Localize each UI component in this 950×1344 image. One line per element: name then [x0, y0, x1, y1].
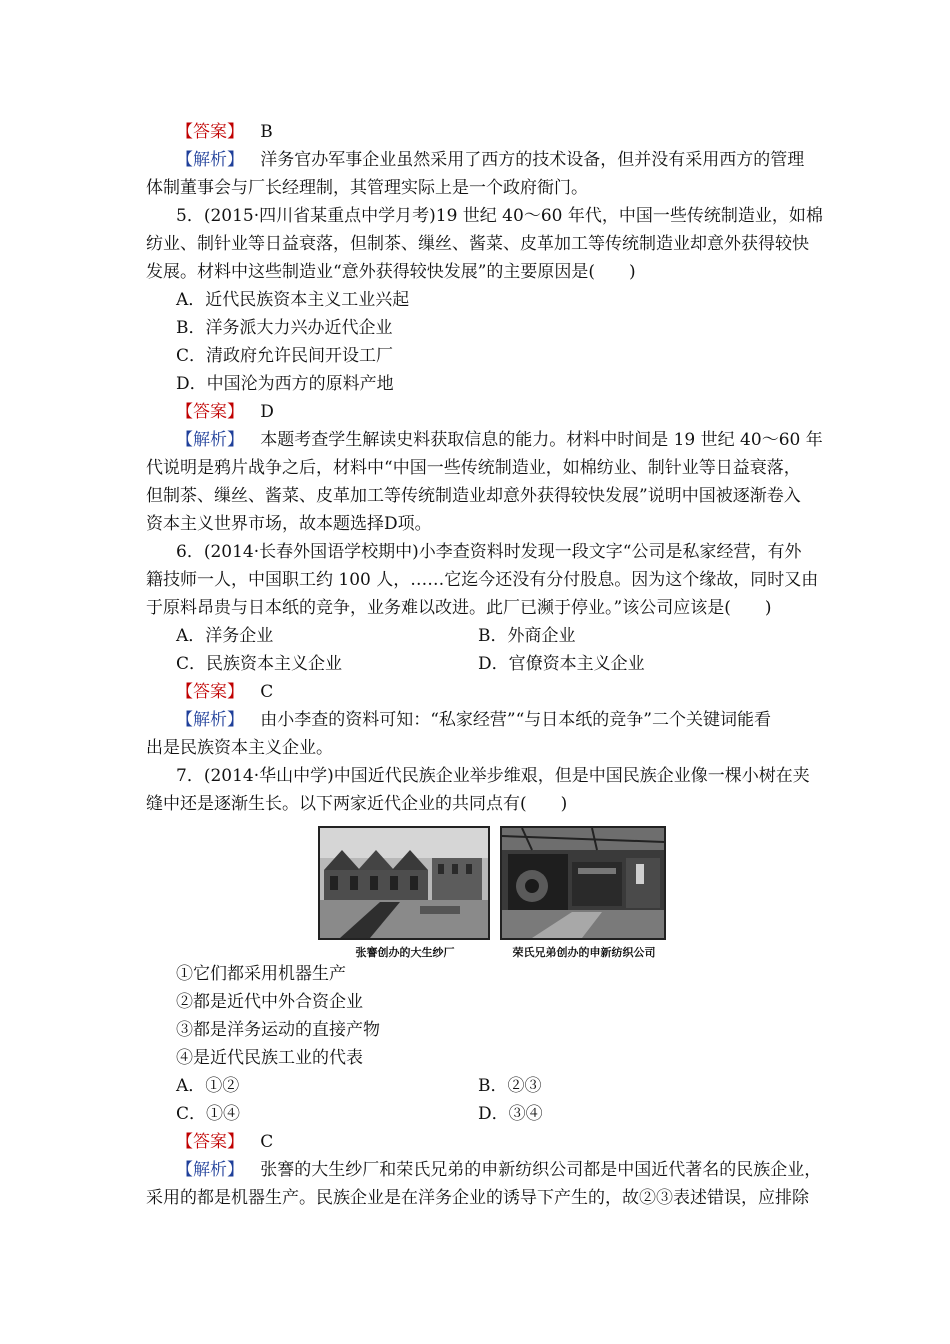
options-row — [176, 1072, 776, 1100]
option-b: B．外商企业 — [478, 626, 576, 646]
option-b: B．②③ — [478, 1076, 542, 1096]
answer-tag: 【答案】 — [176, 682, 244, 702]
analysis-text: 张謇的大生纱厂和荣氏兄弟的申新纺织公司都是中国近代著名的民族企业， — [260, 1160, 822, 1180]
answer-line — [176, 398, 274, 426]
option-a: A．洋务企业 — [176, 626, 274, 646]
option-d: D．③④ — [478, 1104, 543, 1124]
analysis-line — [176, 706, 771, 734]
statement-3: ③都是洋务运动的直接产物 — [176, 1020, 380, 1040]
analysis-text: 出是民族资本主义企业。 — [146, 738, 333, 758]
answer-tag: 【答案】 — [176, 402, 244, 422]
option-a: A．近代民族资本主义工业兴起 — [176, 290, 410, 310]
statement-1: ①它们都采用机器生产 — [176, 964, 346, 984]
analysis-text: 资本主义世界市场，故本题选择D项。 — [146, 514, 432, 534]
analysis-text: 洋务官办军事企业虽然采用了西方的技术设备，但并没有采用西方的管理 — [260, 150, 805, 170]
option-d: D．中国沦为西方的原料产地 — [176, 374, 394, 394]
question-6-stem: 于原料昂贵与日本纸的竞争，业务难以改进。此厂已濒于停业。”该公司应该是( ) — [146, 598, 772, 618]
answer-value: C — [260, 682, 274, 702]
option-c: C．清政府允许民间开设工厂 — [176, 346, 394, 366]
analysis-tag: 【解析】 — [176, 150, 244, 170]
question-6-stem: 籍技师一人，中国职工约 100 人，……它迄今还没有分付股息。因为这个缘故，同时又由 — [146, 570, 819, 590]
analysis-text: 本题考查学生解读史料获取信息的能力。材料中时间是 19 世纪 40～60 年 — [260, 430, 823, 450]
dasheng-mill-photo — [318, 826, 490, 940]
option-d: D．官僚资本主义企业 — [478, 654, 645, 674]
option-c: C．民族资本主义企业 — [176, 654, 343, 674]
analysis-text: 采用的都是机器生产。民族企业是在洋务企业的诱导下产生的，故②③表述错误，应排除 — [146, 1188, 809, 1208]
analysis-text: 代说明是鸦片战争之后，材料中“中国一些传统制造业，如棉纺业、制针业等日益衰落， — [146, 458, 801, 478]
answer-line — [176, 678, 273, 706]
answer-value: C — [260, 1132, 274, 1152]
answer-tag: 【答案】 — [176, 122, 244, 142]
answer-line — [176, 118, 273, 146]
statement-4: ④是近代民族工业的代表 — [176, 1048, 363, 1068]
answer-tag: 【答案】 — [176, 1132, 244, 1152]
option-a: A．①② — [176, 1076, 240, 1096]
analysis-line — [176, 426, 823, 454]
answer-line — [176, 1128, 273, 1156]
analysis-text: 但制茶、缫丝、酱菜、皮革加工等传统制造业却意外获得较快发展”说明中国被逐渐卷入 — [146, 486, 801, 506]
analysis-tag: 【解析】 — [176, 430, 244, 450]
answer-value: B — [260, 122, 273, 142]
answer-value: D — [260, 402, 274, 422]
question-6-stem: 6．(2014·长春外国语学校期中)小李查资料时发现一段文字“公司是私家经营，有外 — [176, 542, 802, 562]
statement-2: ②都是近代中外合资企业 — [176, 992, 363, 1012]
options-row — [176, 650, 776, 678]
options-row — [176, 622, 776, 650]
option-b: B．洋务派大力兴办近代企业 — [176, 318, 393, 338]
factory-photos-figure — [312, 826, 672, 959]
options-row — [176, 1100, 776, 1128]
photo-caption-left: 张謇创办的大生纱厂 — [355, 946, 455, 959]
analysis-text: 体制董事会与厂长经理制，其管理实际上是一个政府衙门。 — [146, 178, 588, 198]
question-5-stem: 纺业、制针业等日益衰落，但制茶、缫丝、酱菜、皮革加工等传统制造业却意外获得较快 — [146, 234, 809, 254]
photo-caption-right: 荣氏兄弟创办的申新纺织公司 — [512, 946, 656, 959]
question-7-stem: 缝中还是逐渐生长。以下两家近代企业的共同点有( ) — [146, 794, 568, 814]
question-5-stem: 5．(2015·四川省某重点中学月考)19 世纪 40～60 年代，中国一些传统制造业，如棉 — [176, 206, 823, 226]
analysis-tag: 【解析】 — [176, 1160, 244, 1180]
analysis-tag: 【解析】 — [176, 710, 244, 730]
shenxin-textile-photo — [500, 826, 666, 940]
analysis-line — [176, 1156, 821, 1184]
option-c: C．①④ — [176, 1104, 241, 1124]
question-7-stem: 7．(2014·华山中学)中国近代民族企业举步维艰，但是中国民族企业像一棵小树在夹 — [176, 766, 810, 786]
analysis-text: 由小李查的资料可知：“私家经营”“与日本纸的竞争”二个关键词能看 — [260, 710, 771, 730]
analysis-line — [176, 146, 804, 174]
question-5-stem: 发展。材料中这些制造业“意外获得较快发展”的主要原因是( ) — [146, 262, 636, 282]
